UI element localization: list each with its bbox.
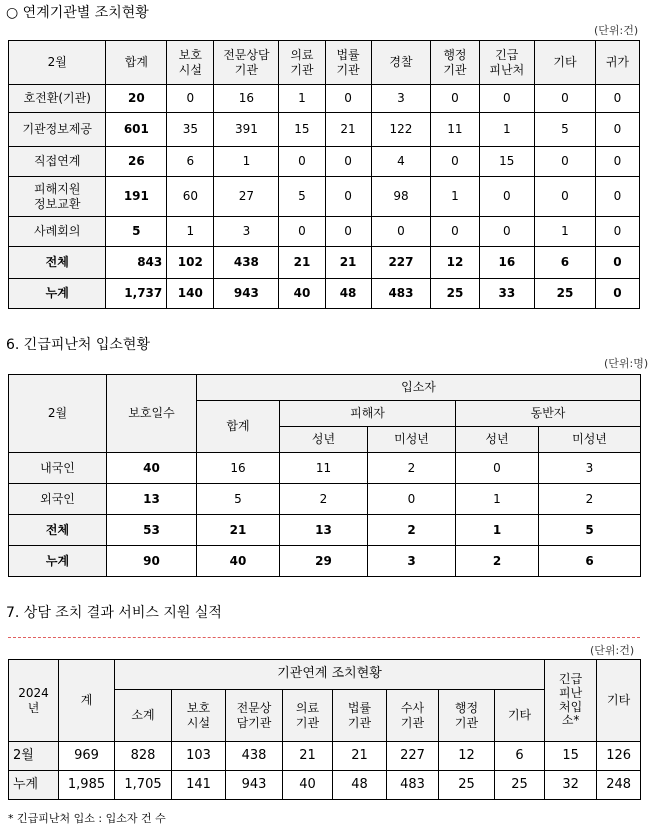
data-cell: 0 xyxy=(325,177,371,217)
data-cell: 32 xyxy=(545,771,597,800)
table-row xyxy=(9,113,640,147)
data-cell: 0 xyxy=(535,147,596,177)
section3-title: 7. 상담 조치 결과 서비스 지원 실적 xyxy=(6,605,222,621)
data-cell: 0 xyxy=(431,85,479,113)
data-cell: 0 xyxy=(279,147,325,177)
header-total: 합계 xyxy=(197,401,280,453)
footnote: * 긴급피난처 입소 : 입소자 건 수 xyxy=(8,812,166,825)
section2-unit: (단위:명) xyxy=(604,357,649,370)
table-row xyxy=(9,742,641,771)
data-cell: 2 xyxy=(368,515,456,546)
data-cell: 1 xyxy=(167,217,214,247)
data-cell: 1 xyxy=(479,113,535,147)
data-cell: 21 xyxy=(333,742,387,771)
header-cell: 긴급 피난처 xyxy=(479,41,535,85)
data-cell: 1 xyxy=(535,217,596,247)
data-cell: 5 xyxy=(539,515,641,546)
data-cell: 1,737 xyxy=(106,279,167,309)
data-cell: 5 xyxy=(279,177,325,217)
header-cell: 의료 기관 xyxy=(279,41,325,85)
sub-header-cell: 수사 기관 xyxy=(387,690,439,742)
data-cell: 27 xyxy=(214,177,279,217)
data-cell: 483 xyxy=(371,279,431,309)
data-cell: 6 xyxy=(167,147,214,177)
data-cell: 40 xyxy=(279,279,325,309)
data-cell: 0 xyxy=(595,177,639,217)
sub-header-cell: 보호 시설 xyxy=(172,690,226,742)
row-label: 기관정보제공 xyxy=(9,113,106,147)
data-cell: 25 xyxy=(535,279,596,309)
header-companion: 동반자 xyxy=(456,401,641,427)
data-cell: 191 xyxy=(106,177,167,217)
data-cell: 0 xyxy=(595,147,639,177)
header-month: 2월 xyxy=(9,375,107,453)
data-cell: 11 xyxy=(280,453,368,484)
row-label: 사례회의 xyxy=(9,217,106,247)
data-cell: 40 xyxy=(197,546,280,577)
data-cell: 53 xyxy=(107,515,197,546)
table-row xyxy=(9,147,640,177)
header-year: 2024 년 xyxy=(9,660,59,742)
data-cell: 0 xyxy=(431,217,479,247)
data-cell: 0 xyxy=(456,453,539,484)
data-cell: 98 xyxy=(371,177,431,217)
header-cell: 귀가 xyxy=(595,41,639,85)
header-cell: 기타 xyxy=(535,41,596,85)
data-cell: 12 xyxy=(431,247,479,279)
dashed-divider xyxy=(8,637,640,638)
row-label: 전체 xyxy=(9,515,107,546)
data-cell: 3 xyxy=(214,217,279,247)
data-cell: 0 xyxy=(479,85,535,113)
data-cell: 843 xyxy=(106,247,167,279)
header-companion-adult: 성년 xyxy=(456,427,539,453)
data-cell: 1 xyxy=(214,147,279,177)
data-cell: 13 xyxy=(107,484,197,515)
row-label: 호전환(기관) xyxy=(9,85,106,113)
sub-header-cell: 전문상 담기관 xyxy=(226,690,283,742)
data-cell: 0 xyxy=(595,113,639,147)
sub-header-cell: 의료 기관 xyxy=(283,690,333,742)
data-cell: 969 xyxy=(59,742,115,771)
sub-header-cell: 소계 xyxy=(115,690,172,742)
data-cell: 15 xyxy=(545,742,597,771)
linked-agency-table xyxy=(8,40,640,309)
table-row xyxy=(9,217,640,247)
data-cell: 2 xyxy=(456,546,539,577)
data-cell: 102 xyxy=(167,247,214,279)
header-cell: 합계 xyxy=(106,41,167,85)
data-cell: 25 xyxy=(431,279,479,309)
data-cell: 5 xyxy=(535,113,596,147)
data-cell: 0 xyxy=(325,147,371,177)
data-cell: 2 xyxy=(280,484,368,515)
table-row xyxy=(9,453,641,484)
section1-title: ○ 연계기관별 조치현황 xyxy=(6,5,149,21)
header-victim-adult: 성년 xyxy=(280,427,368,453)
header-cell: 전문상담 기관 xyxy=(214,41,279,85)
data-cell: 1 xyxy=(431,177,479,217)
data-cell: 12 xyxy=(439,742,495,771)
data-cell: 20 xyxy=(106,85,167,113)
header-emergency-shelter: 긴급 피난 처입 소* xyxy=(545,660,597,742)
data-cell: 0 xyxy=(479,217,535,247)
data-cell: 33 xyxy=(479,279,535,309)
header-cell: 보호 시설 xyxy=(167,41,214,85)
sub-header-cell: 행정 기관 xyxy=(439,690,495,742)
data-cell: 1 xyxy=(456,484,539,515)
data-cell: 0 xyxy=(167,85,214,113)
service-support-table xyxy=(8,659,641,800)
data-cell: 0 xyxy=(595,279,639,309)
table-row xyxy=(9,546,641,577)
data-cell: 828 xyxy=(115,742,172,771)
data-cell: 16 xyxy=(214,85,279,113)
data-cell: 0 xyxy=(595,85,639,113)
data-cell: 16 xyxy=(197,453,280,484)
data-cell: 3 xyxy=(368,546,456,577)
header-sum: 계 xyxy=(59,660,115,742)
data-cell: 11 xyxy=(431,113,479,147)
data-cell: 1,705 xyxy=(115,771,172,800)
data-cell: 438 xyxy=(214,247,279,279)
header-entrants: 입소자 xyxy=(197,375,641,401)
row-label: 전체 xyxy=(9,247,106,279)
data-cell: 2 xyxy=(368,453,456,484)
header-cell: 2월 xyxy=(9,41,106,85)
table-row xyxy=(9,85,640,113)
data-cell: 248 xyxy=(597,771,641,800)
row-label: 직접연계 xyxy=(9,147,106,177)
table-row xyxy=(9,484,641,515)
data-cell: 0 xyxy=(479,177,535,217)
section1-unit: (단위:건) xyxy=(594,24,639,37)
data-cell: 15 xyxy=(279,113,325,147)
data-cell: 140 xyxy=(167,279,214,309)
table-header-row xyxy=(9,41,640,85)
data-cell: 40 xyxy=(107,453,197,484)
header-other: 기타 xyxy=(597,660,641,742)
data-cell: 227 xyxy=(371,247,431,279)
data-cell: 6 xyxy=(539,546,641,577)
header-cell: 경찰 xyxy=(371,41,431,85)
row-label: 내국인 xyxy=(9,453,107,484)
data-cell: 21 xyxy=(325,113,371,147)
data-cell: 0 xyxy=(535,177,596,217)
data-cell: 0 xyxy=(325,85,371,113)
data-cell: 48 xyxy=(333,771,387,800)
shelter-admission-table xyxy=(8,374,641,577)
data-cell: 3 xyxy=(539,453,641,484)
data-cell: 35 xyxy=(167,113,214,147)
data-cell: 16 xyxy=(479,247,535,279)
row-label: 누계 xyxy=(9,279,106,309)
table-row xyxy=(9,247,640,279)
data-cell: 126 xyxy=(597,742,641,771)
header-companion-minor: 미성년 xyxy=(539,427,641,453)
data-cell: 40 xyxy=(283,771,333,800)
data-cell: 48 xyxy=(325,279,371,309)
data-cell: 227 xyxy=(387,742,439,771)
header-victim-minor: 미성년 xyxy=(368,427,456,453)
data-cell: 438 xyxy=(226,742,283,771)
data-cell: 0 xyxy=(279,217,325,247)
sub-header-cell: 기타 xyxy=(495,690,545,742)
data-cell: 103 xyxy=(172,742,226,771)
table-row xyxy=(9,177,640,217)
data-cell: 0 xyxy=(595,247,639,279)
data-cell: 15 xyxy=(479,147,535,177)
header-cell: 행정 기관 xyxy=(431,41,479,85)
header-victim: 피해자 xyxy=(280,401,456,427)
data-cell: 3 xyxy=(371,85,431,113)
table-row xyxy=(9,515,641,546)
data-cell: 601 xyxy=(106,113,167,147)
data-cell: 1 xyxy=(456,515,539,546)
data-cell: 21 xyxy=(325,247,371,279)
data-cell: 21 xyxy=(283,742,333,771)
row-label: 누계 xyxy=(9,546,107,577)
data-cell: 0 xyxy=(368,484,456,515)
data-cell: 21 xyxy=(197,515,280,546)
data-cell: 391 xyxy=(214,113,279,147)
row-label: 2월 xyxy=(9,742,59,771)
data-cell: 1,985 xyxy=(59,771,115,800)
row-label: 피해지원 정보교환 xyxy=(9,177,106,217)
data-cell: 29 xyxy=(280,546,368,577)
row-label: 외국인 xyxy=(9,484,107,515)
section2-title: 6. 긴급피난처 입소현황 xyxy=(6,337,150,353)
data-cell: 90 xyxy=(107,546,197,577)
data-cell: 483 xyxy=(387,771,439,800)
data-cell: 943 xyxy=(214,279,279,309)
data-cell: 122 xyxy=(371,113,431,147)
data-cell: 141 xyxy=(172,771,226,800)
data-cell: 5 xyxy=(106,217,167,247)
data-cell: 6 xyxy=(495,742,545,771)
data-cell: 13 xyxy=(280,515,368,546)
data-cell: 943 xyxy=(226,771,283,800)
data-cell: 5 xyxy=(197,484,280,515)
table-row xyxy=(9,279,640,309)
header-protection-days: 보호일수 xyxy=(107,375,197,453)
data-cell: 0 xyxy=(325,217,371,247)
section3-unit: (단위:건) xyxy=(590,644,635,657)
data-cell: 1 xyxy=(279,85,325,113)
header-linked-actions: 기관연계 조치현황 xyxy=(115,660,545,690)
data-cell: 25 xyxy=(495,771,545,800)
sub-header-cell: 법률 기관 xyxy=(333,690,387,742)
data-cell: 0 xyxy=(371,217,431,247)
data-cell: 4 xyxy=(371,147,431,177)
data-cell: 25 xyxy=(439,771,495,800)
data-cell: 26 xyxy=(106,147,167,177)
data-cell: 60 xyxy=(167,177,214,217)
data-cell: 6 xyxy=(535,247,596,279)
data-cell: 0 xyxy=(535,85,596,113)
row-label: 누계 xyxy=(9,771,59,800)
data-cell: 2 xyxy=(539,484,641,515)
data-cell: 21 xyxy=(279,247,325,279)
data-cell: 0 xyxy=(595,217,639,247)
table-row xyxy=(9,771,641,800)
header-cell: 법률 기관 xyxy=(325,41,371,85)
data-cell: 0 xyxy=(431,147,479,177)
